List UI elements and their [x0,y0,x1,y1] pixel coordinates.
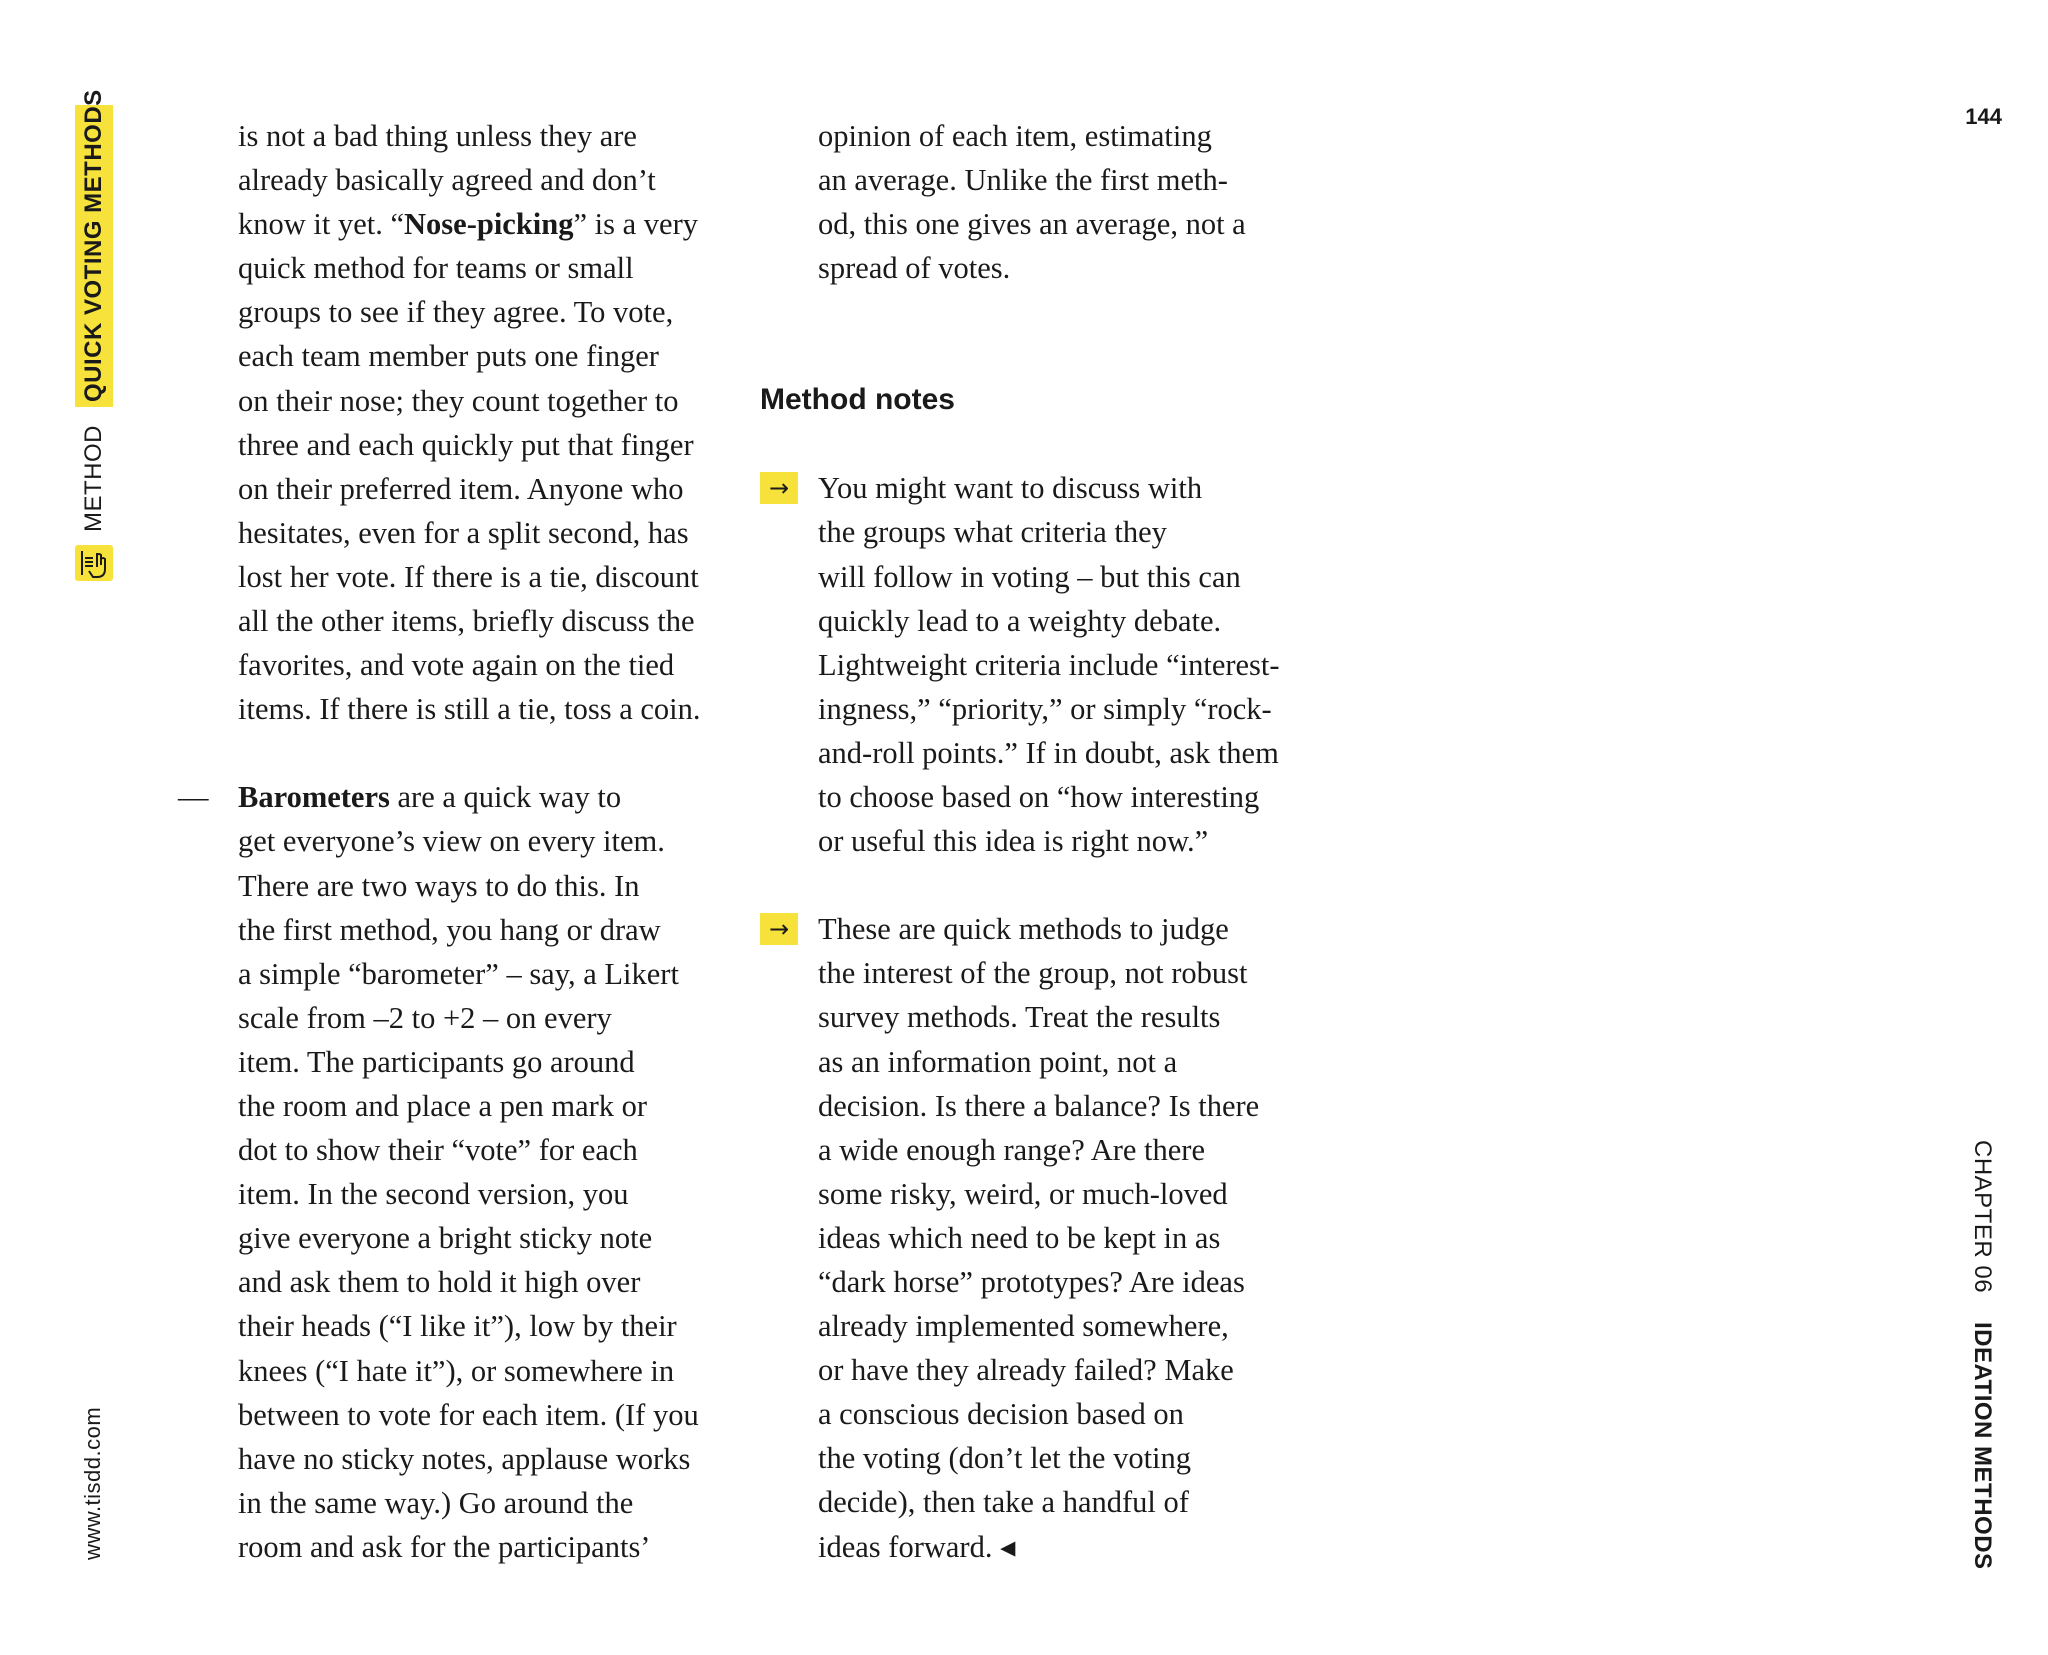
text-line: lost her vote. If there is a tie, discount [238,559,699,594]
text-line: an average. Unlike the first meth- [818,163,1228,198]
text-line: quickly lead to a weighty debate. [818,603,1222,638]
text-line: on their nose; they count together to [238,383,679,418]
text-line: decide), then take a handful of [818,1485,1189,1520]
text-line: You might want to discuss with [818,471,1203,506]
method-label: METHOD [80,425,107,532]
text-line: give everyone a bright sticky note [238,1221,653,1256]
text-line: get everyone’s view on every item. [238,824,665,859]
text-line: have no sticky notes, applause works [238,1441,691,1476]
text-line: know it yet. “Nose-picking” is a very [238,207,698,242]
text-line: a conscious decision based on [818,1397,1184,1432]
text-line: each team member puts one finger [238,339,659,374]
text-line: decision. Is there a balance? Is there [818,1088,1260,1123]
text-line: already basically agreed and don’t [238,163,656,198]
text-line: These are quick methods to judge [818,912,1229,947]
text-line: Lightweight criteria include “interest- [818,647,1280,682]
text-line: will follow in voting – but this can [818,559,1241,594]
term-barometers: Barometers [238,780,390,815]
text-column-left [178,114,778,1569]
text-line: in the same way.) Go around the [238,1485,634,1520]
text-line: all the other items, briefly discuss the [238,604,695,639]
text-line: quick method for teams or small [238,251,634,286]
text-line: and ask them to hold it high over [238,1265,641,1300]
text-line: dot to show their “vote” for each [238,1133,638,1168]
text-line: Barometers are a quick way to [238,780,622,815]
text-line: items. If there is still a tie, toss a coin. [238,692,701,727]
text-line: od, this one gives an average, not a [818,207,1246,242]
text-line: on their preferred item. Anyone who [238,471,684,506]
paragraph-continuation [818,114,1338,290]
text-line: ideas forward. ◂ [818,1529,1016,1564]
website-url: www.tisdd.com [80,1406,105,1560]
text-column-right [760,114,1338,1569]
text-line: ingness,” “priority,” or simply “rock- [818,691,1272,726]
text-line: ideas which need to be kept in as [818,1220,1221,1255]
text-line: survey methods. Treat the results [818,1000,1221,1035]
text-line: hesitates, even for a split second, has [238,515,689,550]
paragraph-barometers [178,775,778,1569]
text-line: a simple “barometer” – say, a Likert [238,956,679,991]
section-heading: Method notes [760,383,955,417]
text-line: scale from –2 to +2 – on every [238,1000,612,1035]
text-line: item. The participants go around [238,1044,635,1079]
text-line: spread of votes. [818,251,1011,286]
chapter-title: IDEATION METHODS [1969,1322,1996,1570]
arrow-right-icon: → [760,472,798,504]
text-line: or have they already failed? Make [818,1353,1234,1388]
text-line: is not a bad thing unless they are [238,119,637,153]
text-line: or useful this idea is right now.” [818,824,1209,859]
method-note-1 [768,466,1338,863]
text-line: opinion of each item, estimating [818,119,1212,153]
page-number: 144 [1965,104,2002,129]
text-line: room and ask for the participants’ [238,1529,651,1564]
text-line: the first method, you hang or draw [238,912,661,947]
arrow-right-icon: → [760,913,798,945]
text-line: knees (“I hate it”), or somewhere in [238,1353,675,1388]
dash-bullet: — [178,780,209,815]
text-line: favorites, and vote again on the tied [238,648,675,683]
text-line: as an information point, not a [818,1044,1178,1079]
text-line: between to vote for each item. (If you [238,1397,699,1432]
method-note-2 [768,907,1338,1568]
text-line: a wide enough range? Are there [818,1132,1205,1167]
text-line: their heads (“I like it”), low by their [238,1309,677,1344]
text-line: and-roll points.” If in doubt, ask them [818,735,1279,770]
text-line: to choose based on “how interesting [818,780,1260,815]
chapter-label: CHAPTER 06 [1969,1140,1996,1294]
text-line: “dark horse” prototypes? Are ideas [818,1264,1245,1299]
term-nose-picking: Nose-picking [404,207,574,242]
text-line: already implemented somewhere, [818,1309,1229,1344]
text-line: groups to see if they agree. To vote, [238,295,674,330]
text-line: item. In the second version, you [238,1177,629,1212]
text-line: the interest of the group, not robust [818,956,1248,991]
text-line: There are two ways to do this. In [238,868,640,903]
text-line: three and each quickly put that finger [238,427,694,462]
text-line: some risky, weird, or much-loved [818,1176,1228,1211]
text-line: the voting (don’t let the voting [818,1441,1192,1476]
section-title: QUICK VOTING METHODS [80,89,107,402]
text-line: the room and place a pen mark or [238,1088,648,1123]
text-line: the groups what criteria they [818,515,1167,550]
paragraph-nose-picking [238,114,778,731]
hand-pointer-icon [75,545,113,581]
